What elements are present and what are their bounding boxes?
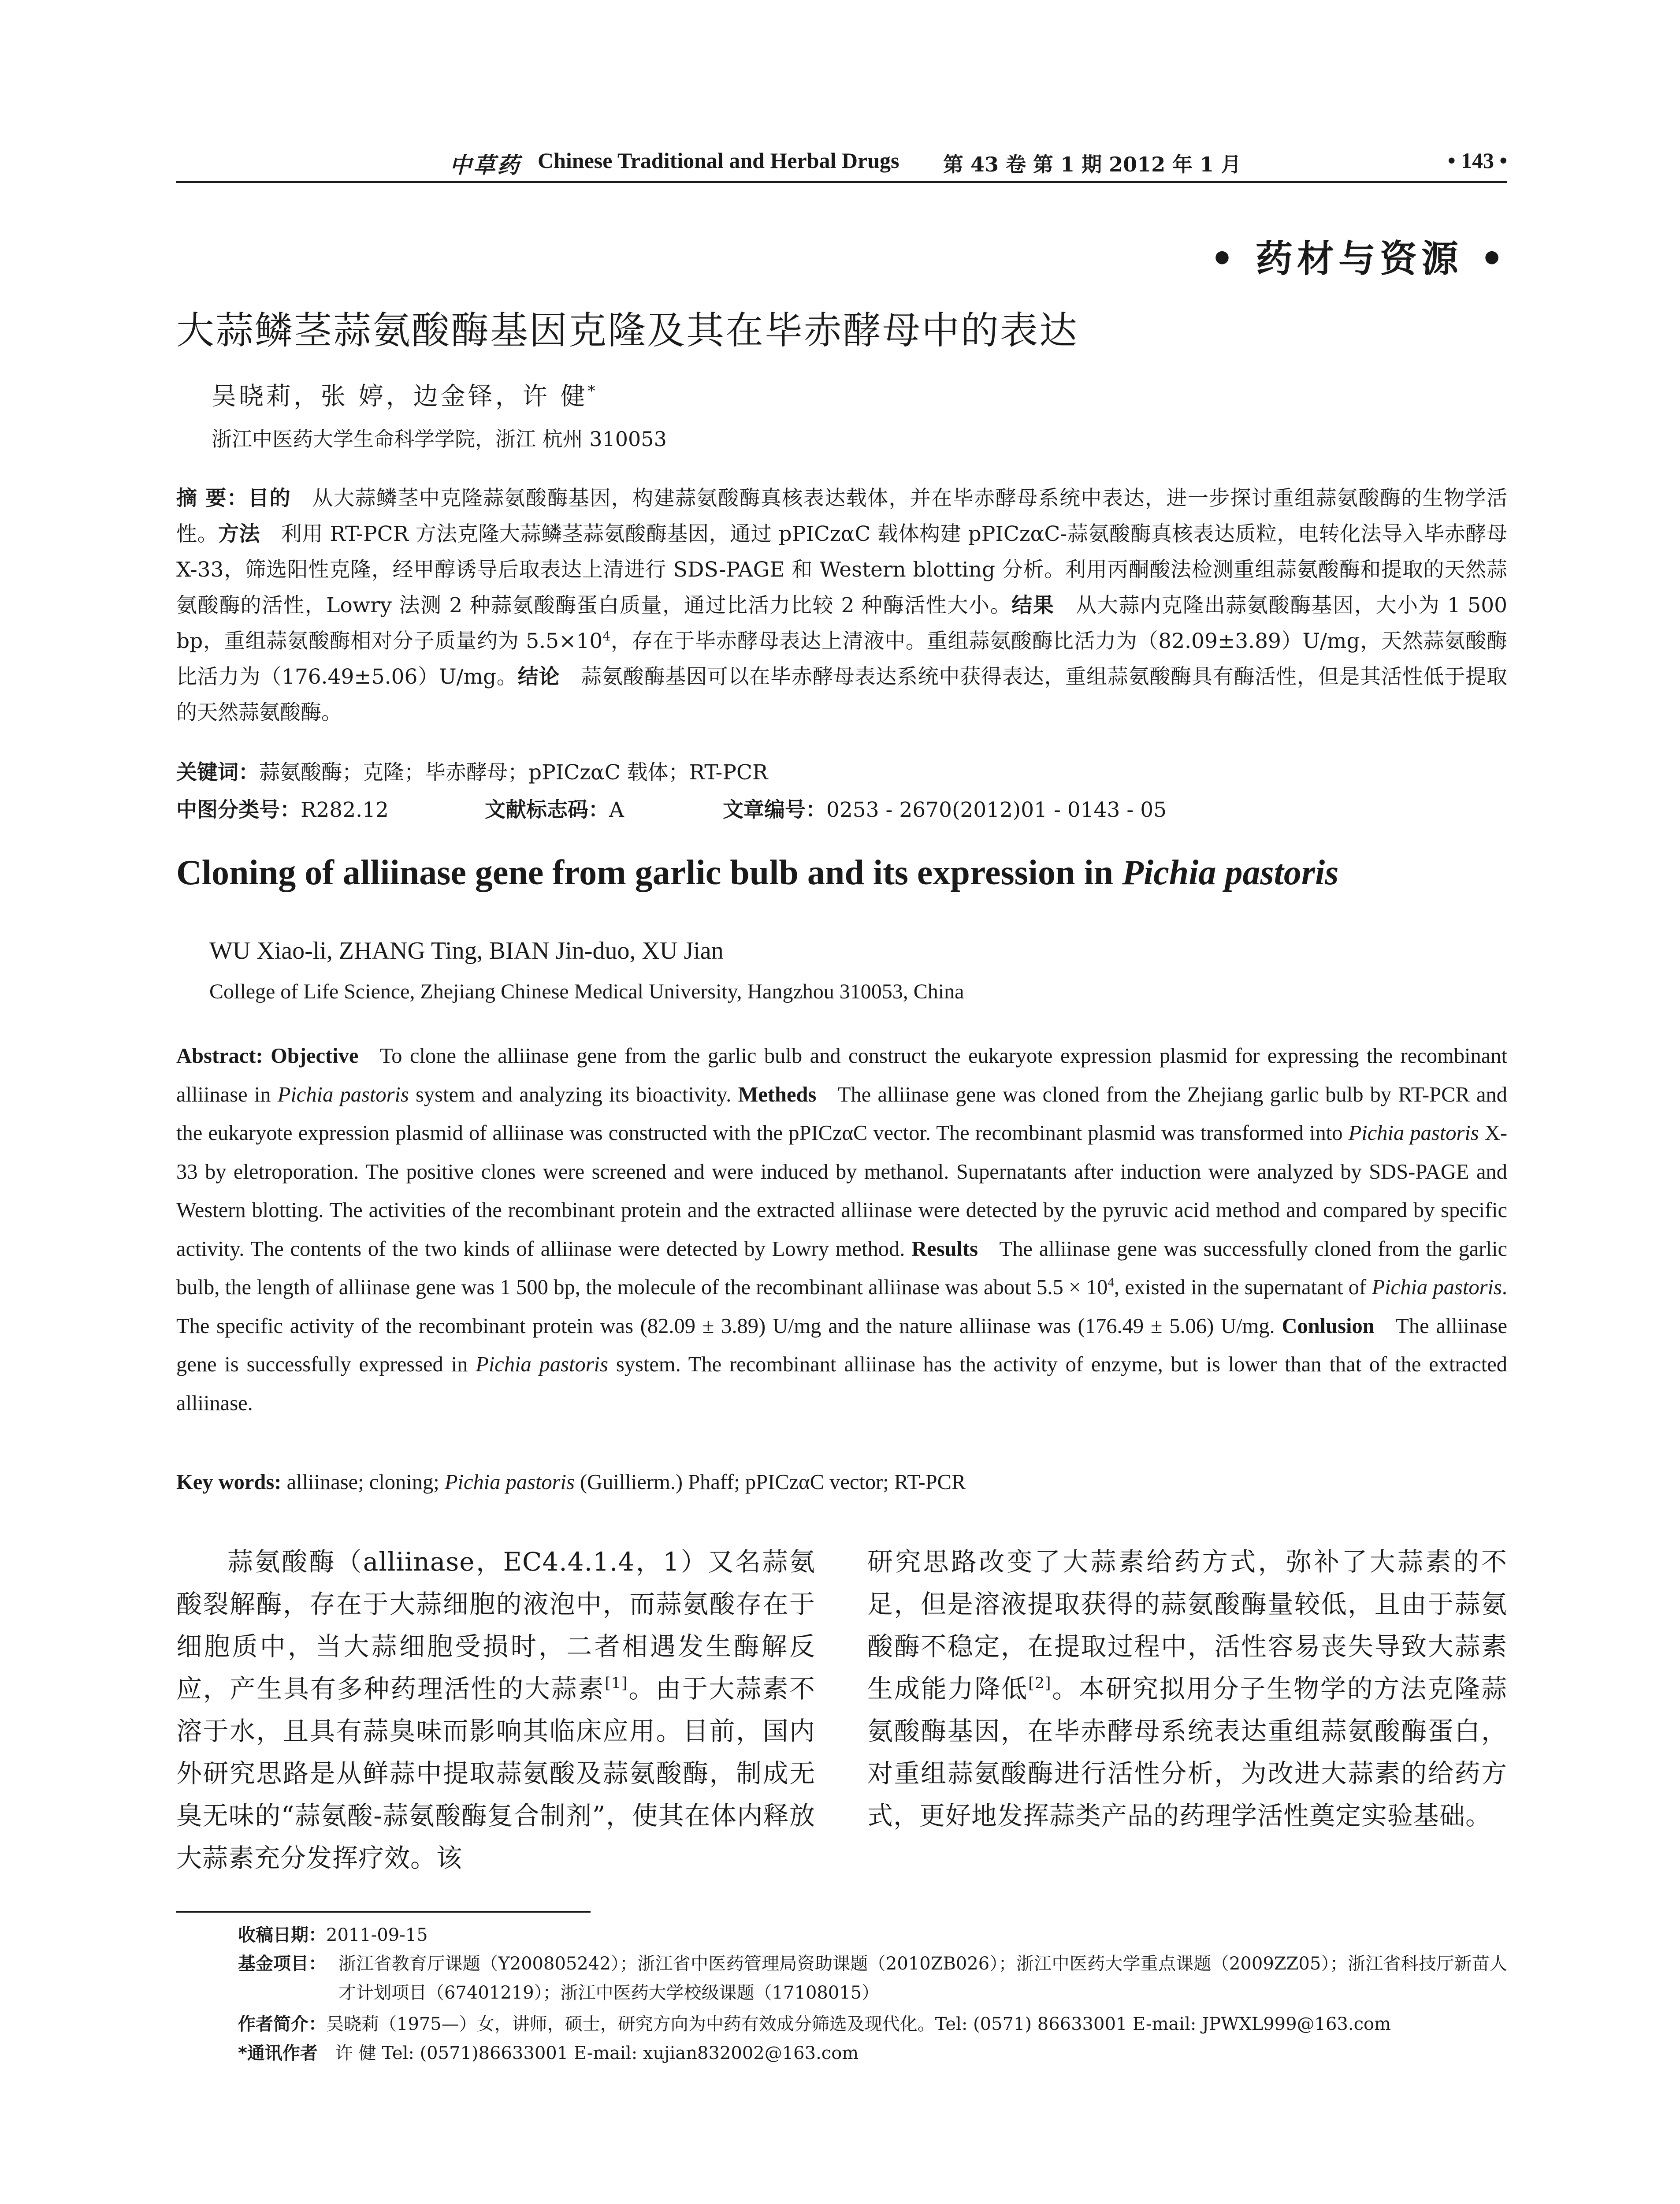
abstract-en — [176, 1037, 1507, 1422]
objective-text-cn: 从大蒜鳞茎中克隆蒜氨酸酶基因，构建蒜氨酸酶真核表达载体，并在毕赤酵母系统中表达，进一步探讨重组蒜氨酸酶的生物学活性。 — [176, 486, 1508, 546]
page-number: • 143 • — [1447, 148, 1507, 173]
fund-text: 浙江省教育厅课题（Y200805242）；浙江省中医药管理局资助课题（2010ZB026）；浙江中医药大学重点课题（2009ZZ05）；浙江省科技厅新苗人才计划项目（67401219）；浙江中医药大学校级课题（17108015） — [338, 1954, 1507, 2003]
clc-label: 中图分类号： — [176, 798, 301, 822]
corresponding-text: 许 健 Tel: (0571)86633001 E-mail: xujian832002@163.com — [335, 2043, 859, 2063]
result-text-en-end: . The specific activity of the recombinant protein was (82.09 ± 3.89) U/mg and the nature alliinase was (176.49 ± 5.06) U/mg. — [176, 1276, 1508, 1338]
body-right-column — [867, 1541, 1507, 1837]
keywords-cn — [176, 756, 768, 786]
title-cn: 大蒜鳞茎蒜氨酸酶基因克隆及其在毕赤酵母中的表达 — [176, 309, 1078, 353]
result-text-en-cont: , existed in the supernatant of — [1114, 1276, 1367, 1299]
result-text-en: The alliinase gene was successfully cloned from the garlic bulb, the length of alliinase gene was 1 500 bp, the molecule of the recombinant alliinase was about 5.5 × 10 — [176, 1237, 1507, 1299]
body-right-text: 研究思路改变了大蒜素给药方式，弥补了大蒜素的不足，但是溶液提取获得的蒜氨酸酶量较低，且由于蒜氨酸酶不稳定，在提取过程中，活性容易丧失导致大蒜素生成能力降低 — [867, 1547, 1507, 1704]
footnote-received — [238, 1921, 428, 1946]
affiliation-cn: 浙江中医药大学生命科学学院，浙江 杭州 310053 — [212, 427, 667, 451]
journal-name-en: Chinese Traditional and Herbal Drugs — [538, 148, 899, 173]
journal-name-cn: 中草药 — [450, 152, 521, 178]
title-en-text: Cloning of alliinase gene from garlic bulb and its expression in — [176, 853, 1114, 892]
title-en-italic: Pichia pastoris — [1122, 853, 1339, 892]
keywords-en-text-cont: (Guillierm.) Phaff; pPICzαC vector; RT-PCR — [580, 1471, 966, 1494]
body-left-text-cont: 。由于大蒜素不溶于水，且具有蒜臭味而影响其临床应用。目前，国内外研究思路是从鲜蒜中提取蒜氨酸及蒜氨酸酶，制成无臭无味的“蒜氨酸-蒜氨酸酶复合制剂”，使其在体内释放大蒜素充分发挥疗效。该 — [176, 1674, 815, 1873]
objective-text-en-cont: system and analyzing its bioactivity. — [416, 1083, 732, 1106]
clc-group — [176, 793, 389, 823]
result-text-cn: 从大蒜内克隆出蒜氨酸酶基因，大小为 1 500 bp，重组蒜氨酸酶相对分子质量约为 5.5×10 — [176, 593, 1508, 653]
clc-value: R282.12 — [301, 798, 389, 822]
species-italic-3: Pichia pastoris — [1372, 1276, 1502, 1299]
header-rule — [176, 181, 1507, 183]
received-date: 2011-09-15 — [326, 1925, 428, 1945]
authors-en: WU Xiao-li, ZHANG Ting, BIAN Jin-duo, XU Jian — [209, 937, 724, 964]
conclusion-text-en: The alliinase gene is successfully expressed in — [176, 1314, 1507, 1376]
ref-2: [2] — [1028, 1675, 1052, 1693]
article-number-label: 文章编号： — [723, 798, 826, 822]
method-text-cn: 利用 RT-PCR 方法克隆大蒜鳞茎蒜氨酸酶基因，通过 pPICzαC 载体构建 pPICzαC-蒜氨酸酶真核表达质粒，电转化法导入毕赤酵母 X-33，筛选阳性克隆，经甲醇诱导后取表达上清进行 SDS-PAGE 和 Western blotting 分析。利用丙酮酸法检测重组蒜氨酸酶和提取的天然蒜氨酸酶的活性，Lowry 法测 2 种蒜氨酸酶蛋白质量，通过比活力比较 2 种酶活性大小。 — [176, 522, 1508, 618]
corresponding-label: *通讯作者 — [238, 2043, 318, 2063]
conclusion-label-cn: 结论 — [517, 665, 560, 689]
title-en — [176, 853, 1338, 893]
doc-code-value: A — [609, 798, 624, 822]
conclusion-label-en: Conlusion — [1282, 1314, 1375, 1338]
body-right-text-cont: 。本研究拟用分子生物学的方法克隆蒜氨酸酶基因，在毕赤酵母系统表达重组蒜氨酸酶蛋白，对重组蒜氨酸酶进行活性分析，为改进大蒜素的给药方式，更好地发挥蒜类产品的药理学活性奠定实验基础。 — [867, 1674, 1507, 1831]
keywords-cn-text: 蒜氨酸酶；克隆；毕赤酵母；pPICzαC 载体；RT-PCR — [259, 760, 768, 785]
method-label-en: Metheds — [738, 1083, 817, 1106]
method-label-cn: 方法 — [218, 522, 260, 546]
objective-label-cn: 目的 — [248, 486, 291, 510]
running-header — [176, 148, 1507, 179]
result-sup-en: 4 — [1108, 1275, 1114, 1290]
footnote-corresponding — [238, 2039, 859, 2064]
conclusion-text-en-cont: system. The recombinant alliinase has the activity of enzyme, but is lower than that of the extracted alliinase. — [176, 1353, 1507, 1415]
objective-label-en: Objective — [271, 1044, 359, 1068]
method-text-en: The alliinase gene was cloned from the Zhejiang garlic bulb by RT-PCR and the eukaryote expression plasmid of alliinase was constructed with the pPICzαC vector. The recombinant plasmid was transformed into — [176, 1083, 1507, 1145]
footnote-author — [238, 2010, 1391, 2035]
body-left-text: 蒜氨酸酶（alliinase，EC4.4.1.4，1）又名蒜氨酸裂解酶，存在于大蒜细胞的液泡中，而蒜氨酸存在于细胞质中，当大蒜细胞受损时，二者相遇发生酶解反应，产生具有多种药理活性的大蒜素 — [176, 1547, 815, 1704]
keywords-en-italic: Pichia pastoris — [444, 1471, 575, 1494]
authors-cn-names: 吴晓莉，张 婷，边金铎，许 健 — [212, 382, 588, 411]
body-left-column — [176, 1541, 815, 1879]
corresponding-mark: * — [587, 382, 598, 399]
journal-issue: 第 43 卷 第 1 期 2012 年 1 月 — [943, 153, 1241, 176]
result-label-cn: 结果 — [1011, 593, 1055, 618]
article-number-group — [723, 793, 1167, 823]
received-label: 收稿日期： — [238, 1925, 326, 1945]
objective-text-en: To clone the alliinase gene from the garlic bulb and construct the eukaryote expression plasmid for expressing the recombinant alliinase in — [176, 1044, 1508, 1106]
keywords-en-text: alliinase; cloning; — [286, 1471, 439, 1494]
ref-1: [1] — [605, 1675, 628, 1693]
doc-code-group — [485, 793, 624, 823]
abstract-cn — [176, 480, 1507, 730]
abstract-cn-label: 摘 要： — [176, 486, 249, 510]
footnote-fund — [238, 1949, 1507, 2007]
fund-label: 基金项目： — [238, 1954, 326, 1974]
keywords-en — [176, 1470, 966, 1494]
result-sup-cn: 4 — [602, 629, 611, 644]
affiliation-en: College of Life Science, Zhejiang Chinese Medical University, Hangzhou 310053, China — [209, 980, 964, 1003]
footnote-rule — [176, 1911, 591, 1913]
author-bio-label: 作者简介： — [238, 2014, 326, 2034]
doc-code-label: 文献标志码： — [485, 798, 609, 822]
species-italic-4: Pichia pastoris — [476, 1353, 608, 1376]
species-italic-1: Pichia pastoris — [277, 1083, 409, 1106]
abstract-en-label: Abstract: — [176, 1044, 263, 1068]
keywords-en-label: Key words: — [176, 1471, 282, 1494]
conclusion-text-cn: 蒜氨酸酶基因可以在毕赤酵母表达系统中获得表达，重组蒜氨酸酶具有酶活性，但是其活性低于提取的天然蒜氨酸酶。 — [176, 665, 1508, 725]
result-label-en: Results — [911, 1237, 978, 1261]
section-label: • 药材与资源 • — [1210, 237, 1508, 280]
method-text-en-cont: X-33 by eletroporation. The positive clones were screened and were induced by methanol. Supernatants after induction were analyzed by SDS-PAGE and Western blotting. The activities of the recombinant protein and the extracted alliinase were detected by the pyruvic acid method and compared by specific activity. The contents of the two kinds of alliinase were detected by Lowry method. — [176, 1121, 1508, 1261]
authors-cn — [212, 377, 598, 412]
species-italic-2: Pichia pastoris — [1348, 1121, 1479, 1145]
result-text-cn-cont: ，存在于毕赤酵母表达上清液中。重组蒜氨酸酶比活力为（82.09±3.89）U/mg，天然蒜氨酸酶比活力为（176.49±5.06）U/mg。 — [176, 629, 1507, 689]
author-bio-text: 吴晓莉（1975—）女，讲师，硕士，研究方向为中药有效成分筛选及现代化。Tel: (0571) 86633001 E-mail: JPWXL999@163.com — [326, 2014, 1391, 2034]
article-number-value: 0253 - 2670(2012)01 - 0143 - 05 — [826, 798, 1167, 822]
keywords-cn-label: 关键词： — [176, 760, 259, 785]
